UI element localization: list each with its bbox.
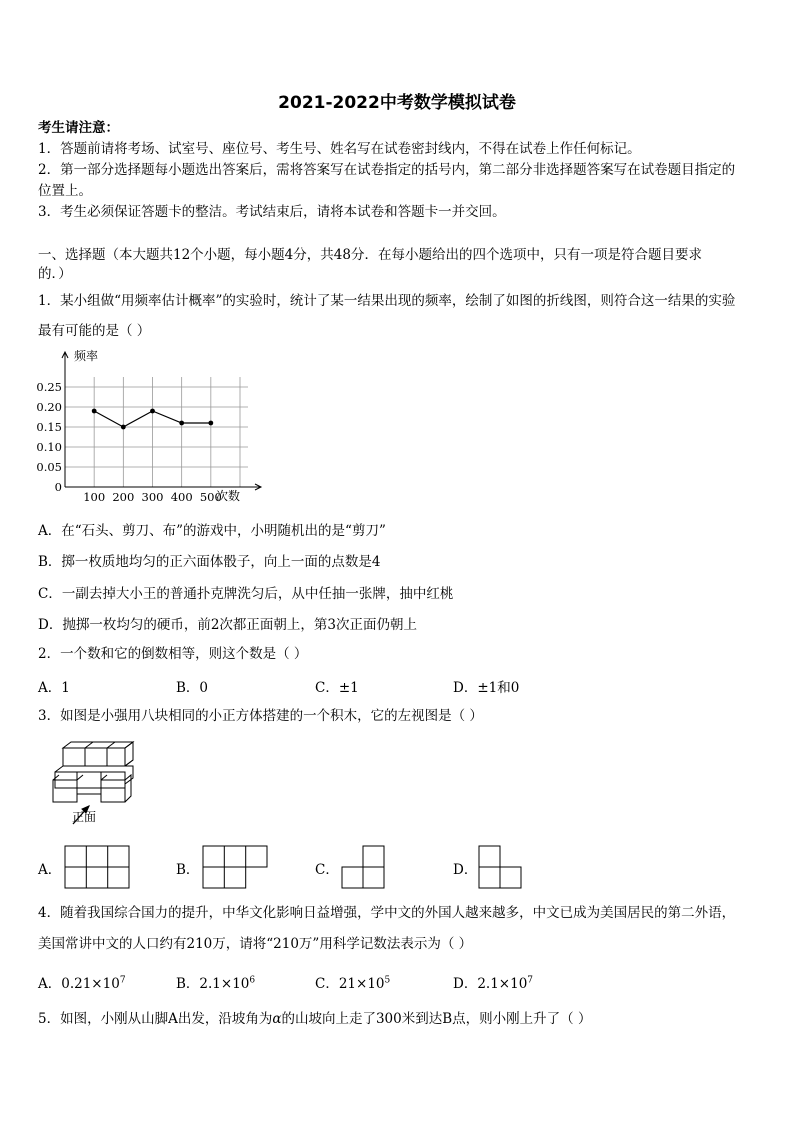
question-4-text-cont: 美国常讲中文的人口约有210万，请将“210万”用科学记数法表示为（ ）	[38, 936, 473, 952]
front-label: 正面	[72, 810, 97, 824]
q1-option-b: B．掷一枚质地均匀的正六面体骰子，向上一面的点数是4	[38, 554, 381, 570]
q3-option-b-view	[200, 843, 270, 891]
notice-item: 2．第一部分选择题每小题选出答案后，需将答案写在试卷指定的括号内，第二部分非选择题答案写在试卷题目指定的	[38, 162, 736, 178]
q2-option-d: D．±1和0	[453, 680, 520, 696]
x-tick-label: 200	[112, 490, 135, 504]
section-heading: 一、选择题（本大题共12个小题，每小题4分，共48分．在每小题给出的四个选项中，只有一项是符合题目要求	[38, 247, 702, 263]
x-tick-label: 100	[83, 490, 106, 504]
q4-option-c: C．$21\times 10^5$	[315, 975, 391, 992]
x-axis-label: 次数	[216, 489, 241, 503]
q4-option-b: B．$2.1\times 10^6$	[176, 975, 256, 992]
data-point	[179, 421, 184, 426]
y-tick-label: 0.15	[36, 420, 62, 434]
q4-option-d: D．$2.1\times 10^7$	[453, 975, 534, 992]
q3-option-c: C．	[315, 862, 339, 878]
notice-item: 1．答题前请将考场、试室号、座位号、考生号、姓名写在试卷密封线内，不得在试卷上作任何标记。	[38, 141, 641, 157]
q2-option-a: A．1	[38, 680, 70, 696]
frequency-line-chart	[30, 345, 290, 505]
q4-option-a: A．$0.21\times 10^7$	[38, 975, 126, 992]
y-tick-label: 0.10	[36, 440, 62, 454]
y-tick-label: 0.25	[36, 380, 62, 394]
y-axis-label: 频率	[74, 349, 99, 363]
x-tick-label: 400	[170, 490, 193, 504]
q3-option-b: B．	[176, 862, 200, 878]
question-5-text: 5．如图，小刚从山脚A出发，沿坡角为α的山坡向上走了300米到达B点，则小刚上升了（ ）	[38, 1011, 592, 1027]
section-heading-cont: 的．）	[38, 266, 72, 282]
q3-option-a: A．	[38, 862, 62, 878]
chart-axes	[62, 352, 261, 490]
y-tick-label: 0.05	[36, 460, 62, 474]
question-4-text: 4．随着我国综合国力的提升，中华文化影响日益增强，学中文的外国人越来越多，中文已成为美国居民的第二外语，	[38, 905, 736, 921]
notice-item: 3．考生必须保证答题卡的整洁。考试结束后，请将本试卷和答题卡一并交回。	[38, 204, 506, 220]
question-1-text: 1．某小组做“用频率估计概率”的实验时，统计了某一结果出现的频率，绘制了如图的折线图，则符合这一结果的实验	[38, 293, 736, 309]
q1-option-a: A．在“石头、剪刀、布”的游戏中，小明随机出的是“剪刀”	[38, 523, 386, 539]
notice-heading: 考生请注意：	[38, 120, 119, 136]
question-2-text: 2．一个数和它的倒数相等，则这个数是（ ）	[38, 646, 308, 662]
q3-option-c-view	[339, 843, 389, 891]
x-tick-label: 300	[141, 490, 164, 504]
x-tick-label: 500	[199, 490, 222, 504]
data-point	[150, 409, 155, 414]
q1-option-d: D．抛掷一枚均匀的硬币，前2次都正面朝上，第3次正面仍朝上	[38, 617, 418, 633]
q2-option-c: C．±1	[315, 680, 359, 696]
chart-grid	[65, 377, 248, 487]
alpha-symbol: α	[272, 1011, 282, 1027]
question-1-text-cont: 最有可能的是（ ）	[38, 323, 151, 339]
q1-option-c: C．一副去掉大小王的普通扑克牌洗匀后，从中任抽一张牌，抽中红桃	[38, 586, 454, 602]
data-point	[208, 421, 213, 426]
data-point	[121, 425, 126, 430]
q2-option-b: B．0	[176, 680, 209, 696]
notice-item: 位置上。	[38, 183, 92, 199]
data-point	[92, 409, 97, 414]
q3-option-d-view	[476, 843, 526, 891]
page-title: 2021-2022中考数学模拟试卷	[278, 93, 516, 113]
q3-option-d: D．	[453, 862, 478, 878]
q3-option-a-view	[62, 843, 132, 891]
cube-stack-figure	[45, 740, 155, 830]
y-tick-label: 0.20	[36, 400, 62, 414]
y-tick-label: 0	[54, 480, 62, 494]
question-3-text: 3．如图是小强用八块相同的小正方体搭建的一个积木，它的左视图是（ ）	[38, 708, 483, 724]
